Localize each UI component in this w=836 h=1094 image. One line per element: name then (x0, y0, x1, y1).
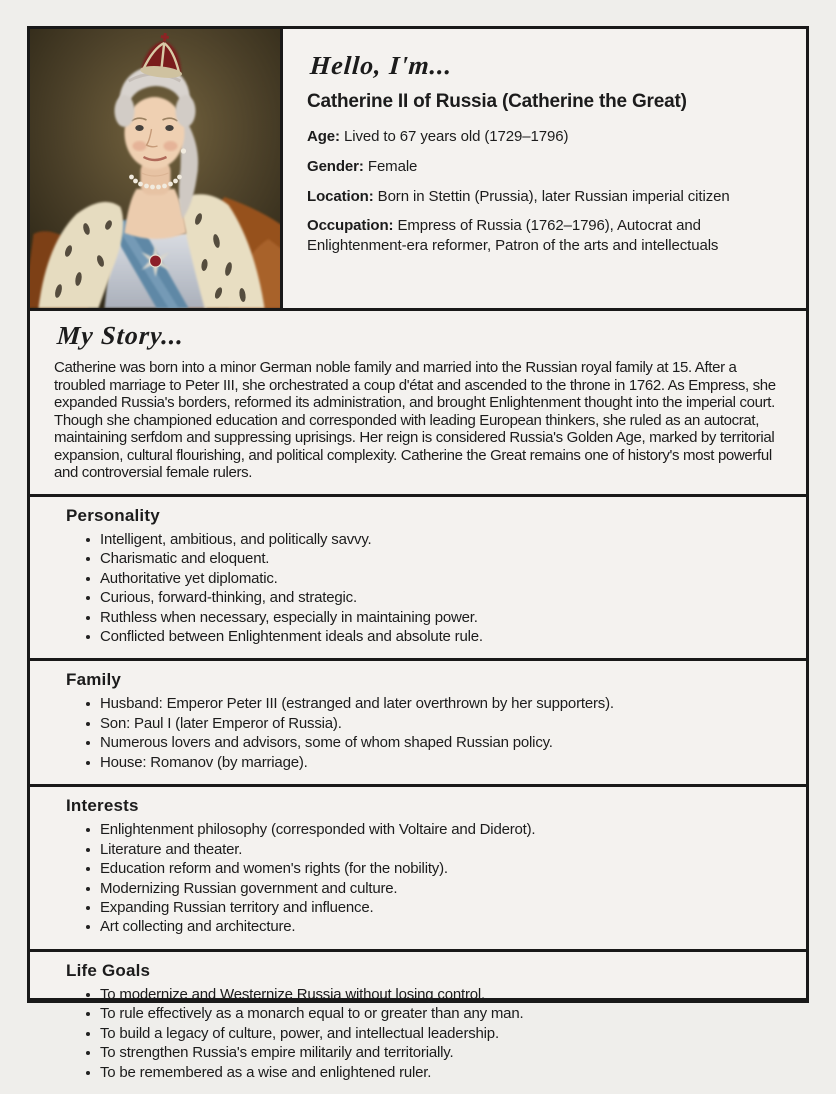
list-item: Art collecting and architecture. (84, 918, 782, 936)
list-item: To strengthen Russia's empire militarily and territorially. (84, 1044, 782, 1062)
field-value: Lived to 67 years old (1729–1796) (339, 128, 569, 145)
list-section (30, 494, 806, 659)
list-item: To modernize and Westernize Russia without losing control. (84, 986, 782, 1004)
list-item: Expanding Russian territory and influence. (84, 899, 782, 917)
list-item: Husband: Emperor Peter III (estranged and later overthrown by her supporters). (84, 695, 782, 713)
list-item: Intelligent, ambitious, and politically savvy. (84, 531, 782, 549)
field-label: Location: (307, 187, 374, 205)
list-item: Education reform and women's rights (for the nobility). (84, 860, 782, 878)
catherine-portrait-illustration (30, 29, 280, 308)
list-item: To build a legacy of culture, power, and intellectual leadership. (84, 1025, 782, 1043)
section-list (54, 695, 782, 772)
section-title: Life Goals (66, 960, 151, 980)
story-text: Catherine was born into a minor German noble family and married into the Russian royal family at 15. After a troubled marriage to Peter III, she orchestrated a coup d'état and ascended to the throne in 1762. As Empress, she expanded Russia's borders, reformed its administration, and brought Enlightenment thought into the imperial court. Though she championed education and corresponded with leading European thinkers, she ruled as an autocrat, maintaining serfdom and suppressing uprisings. Her reign is considered Russia's Golden Age, marked by territorial expansion, cultural flourishing, and political complexity. Catherine the Great remains one of history's most powerful and controversial female rulers. (54, 359, 776, 482)
section-title: Personality (66, 505, 160, 525)
list-section (30, 784, 806, 949)
profile-field (307, 127, 782, 147)
list-item: Authoritative yet diplomatic. (84, 570, 782, 588)
list-item: Conflicted between Enlightenment ideals and absolute rule. (84, 628, 782, 646)
field-value: Born in Stettin (Prussia), later Russian imperial citizen (373, 187, 730, 205)
section-list (54, 821, 782, 937)
profile-header (30, 29, 806, 308)
field-label: Occupation: (307, 217, 394, 235)
profile-card (27, 26, 809, 1081)
field-value: Female (363, 157, 418, 175)
list-item: Numerous lovers and advisors, some of whom shaped Russian policy. (84, 734, 782, 752)
profile-field (307, 157, 782, 177)
list-item: To be remembered as a wise and enlightened ruler. (84, 1064, 782, 1082)
list-section (30, 949, 806, 1094)
section-list (54, 986, 782, 1082)
story-section (30, 308, 806, 494)
list-item: Ruthless when necessary, especially in maintaining power. (84, 609, 782, 627)
list-item: Curious, forward-thinking, and strategic. (84, 589, 782, 607)
header-text-block (283, 29, 806, 308)
list-item: Modernizing Russian government and culture. (84, 880, 782, 898)
profile-sections (30, 494, 806, 1094)
list-section (30, 658, 806, 784)
list-item: Son: Paul I (later Emperor of Russia). (84, 715, 782, 733)
profile-fields (307, 127, 782, 256)
list-item: Charismatic and eloquent. (84, 550, 782, 568)
profile-field (307, 216, 782, 256)
field-label: Age: (307, 128, 340, 145)
section-title: Family (66, 670, 122, 690)
greeting-heading: Hello, I'm... (309, 51, 454, 80)
list-item: Enlightenment philosophy (corresponded with Voltaire and Diderot). (84, 821, 782, 839)
section-list (54, 531, 782, 647)
profile-field (307, 187, 782, 207)
portrait-image (30, 29, 283, 308)
field-value: Empress of Russia (1762–1796), Autocrat and Enlightenment-era reformer, Patron of the arts and intellectuals (307, 217, 719, 255)
profile-name: Catherine II of Russia (Catherine the Great) (307, 91, 687, 112)
story-heading: My Story... (56, 321, 186, 350)
list-item: Literature and theater. (84, 841, 782, 859)
field-label: Gender: (307, 157, 364, 175)
section-title: Interests (66, 796, 139, 816)
list-item: To rule effectively as a monarch equal to or greater than any man. (84, 1005, 782, 1023)
list-item: House: Romanov (by marriage). (84, 754, 782, 772)
